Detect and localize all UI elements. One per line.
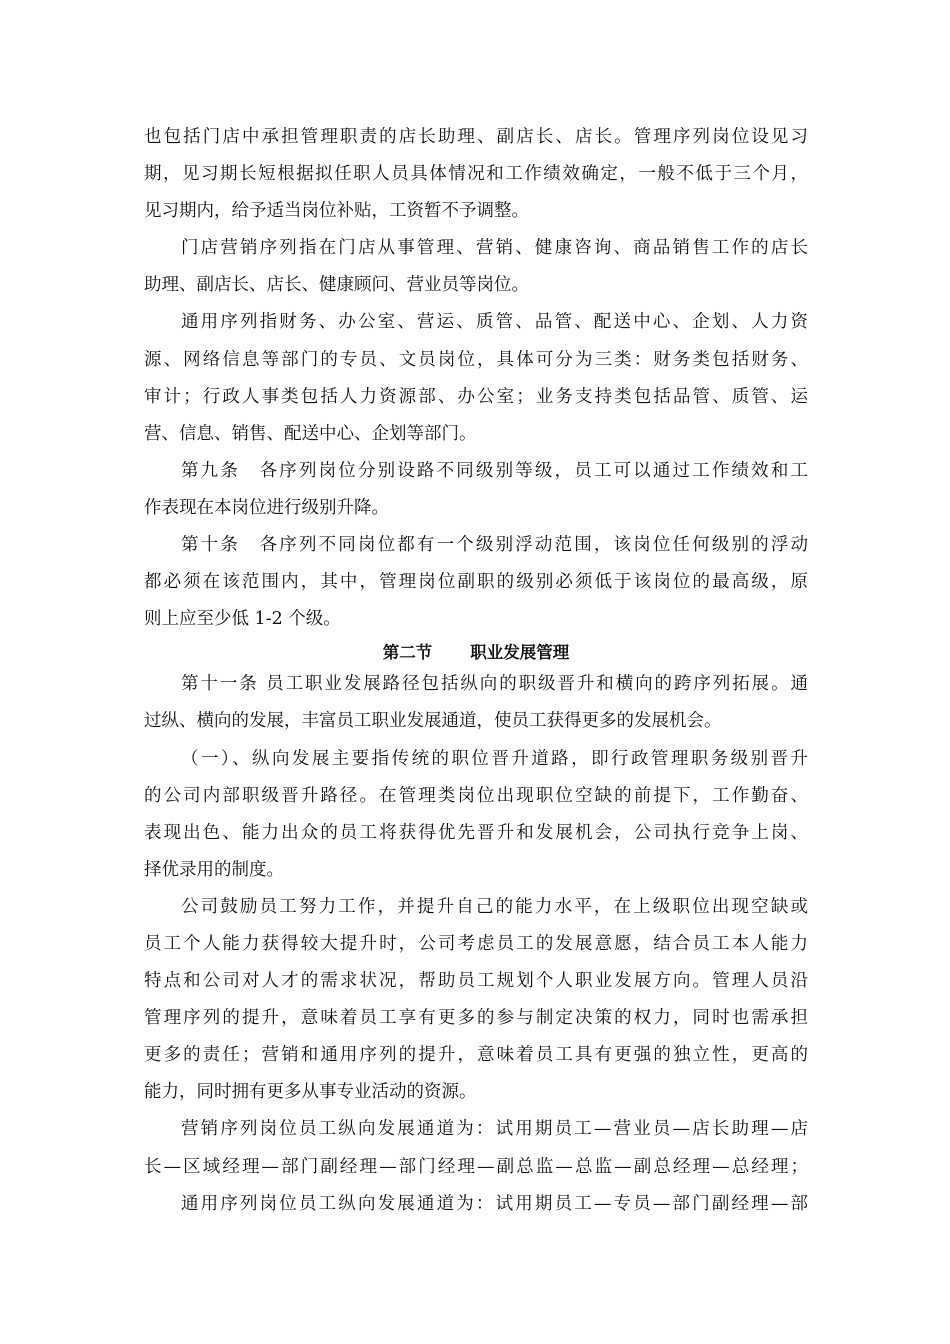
body-text <box>144 119 808 1223</box>
text-line: 更多的责任；营销和通用序列的提升，意味着员工具有更强的独立性，更高的 <box>144 1045 808 1066</box>
text-line: 营销序列岗位员工纵向发展通道为：试用期员工—营业员—店长助理—店 <box>181 1119 808 1140</box>
section-title: 职业发展管理 <box>470 643 570 663</box>
text-line: 则上应至少低 1-2 个级。 <box>144 609 341 630</box>
text-line: 源、网络信息等部门的专员、文员岗位，具体可分为三类：财务类包括财务、 <box>144 349 808 370</box>
text-line: 期，见习期长短根据拟任职人员具体情况和工作绩效确定，一般不低于三个月， <box>144 164 808 185</box>
section-number: 第二节 <box>382 643 433 663</box>
text-line: 的公司内部职级晋升路径。在管理类岗位出现职位空缺的前提下，工作勤奋、 <box>144 785 808 806</box>
text-line: 也包括门店中承担管理职责的店长助理、副店长、店长。管理序列岗位设见习 <box>144 127 808 147</box>
text-line: 作表现在本岗位进行级别升降。 <box>144 497 389 518</box>
text-line: 通用序列岗位员工纵向发展通道为：试用期员工—专员—部门副经理—部 <box>181 1193 808 1214</box>
text-line: 见习期内，给予适当岗位补贴，工资暂不予调整。 <box>144 201 529 222</box>
text-line: 过纵、横向的发展，丰富员工职业发展通道，使员工获得更多的发展机会。 <box>144 711 722 732</box>
text-line: 表现出色、能力出众的员工将获得优先晋升和发展机会，公司执行竞争上岗、 <box>144 822 808 843</box>
text-line: 门店营销序列指在门店从事管理、营销、健康咨询、商品销售工作的店长 <box>181 238 808 259</box>
text-line: 审计；行政人事类包括人力资源部、办公室；业务支持类包括品管、质管、运 <box>144 386 808 407</box>
text-line: 长—区域经理—部门副经理—部门经理—副总监—总监—副总经理—总经理； <box>144 1156 808 1177</box>
text-line: 第九条 各序列岗位分别设路不同级别等级，员工可以通过工作绩效和工 <box>181 460 808 481</box>
text-line: 员工个人能力获得较大提升时，公司考虑员工的发展意愿，结合员工本人能力 <box>144 933 808 954</box>
text-line: 能力，同时拥有更多从事专业活动的资源。 <box>144 1082 477 1103</box>
text-line: 公司鼓励员工努力工作，并提升自己的能力水平，在上级职位出现空缺或 <box>181 896 808 917</box>
text-line: 营、信息、销售、配送中心、企划等部门。 <box>144 423 477 444</box>
text-line: 都必须在该范围内，其中，管理岗位副职的级别必须低于该岗位的最高级，原 <box>144 572 808 593</box>
text-line: 通用序列指财务、办公室、营运、质管、品管、配送中心、企划、人力资 <box>181 312 808 333</box>
section-heading <box>144 640 808 666</box>
text-line: 第十条 各序列不同岗位都有一个级别浮动范围，该岗位任何级别的浮动 <box>181 535 808 556</box>
text-line: 管理序列的提升，意味着员工享有更多的参与制定决策的权力，同时也需承担 <box>144 1008 808 1029</box>
text-line: 择优录用的制度。 <box>144 859 284 880</box>
text-line: 第十一条 员工职业发展路径包括纵向的职级晋升和横向的跨序列拓展。通 <box>181 674 808 695</box>
text-line: 特点和公司对人才的需求状况，帮助员工规划个人职业发展方向。管理人员沿 <box>144 971 808 992</box>
text-line: 助理、副店长、店长、健康顾问、营业员等岗位。 <box>144 275 529 296</box>
text-line: （一）、纵向发展主要指传统的职位晋升道路，即行政管理职务级别晋升 <box>181 748 808 769</box>
